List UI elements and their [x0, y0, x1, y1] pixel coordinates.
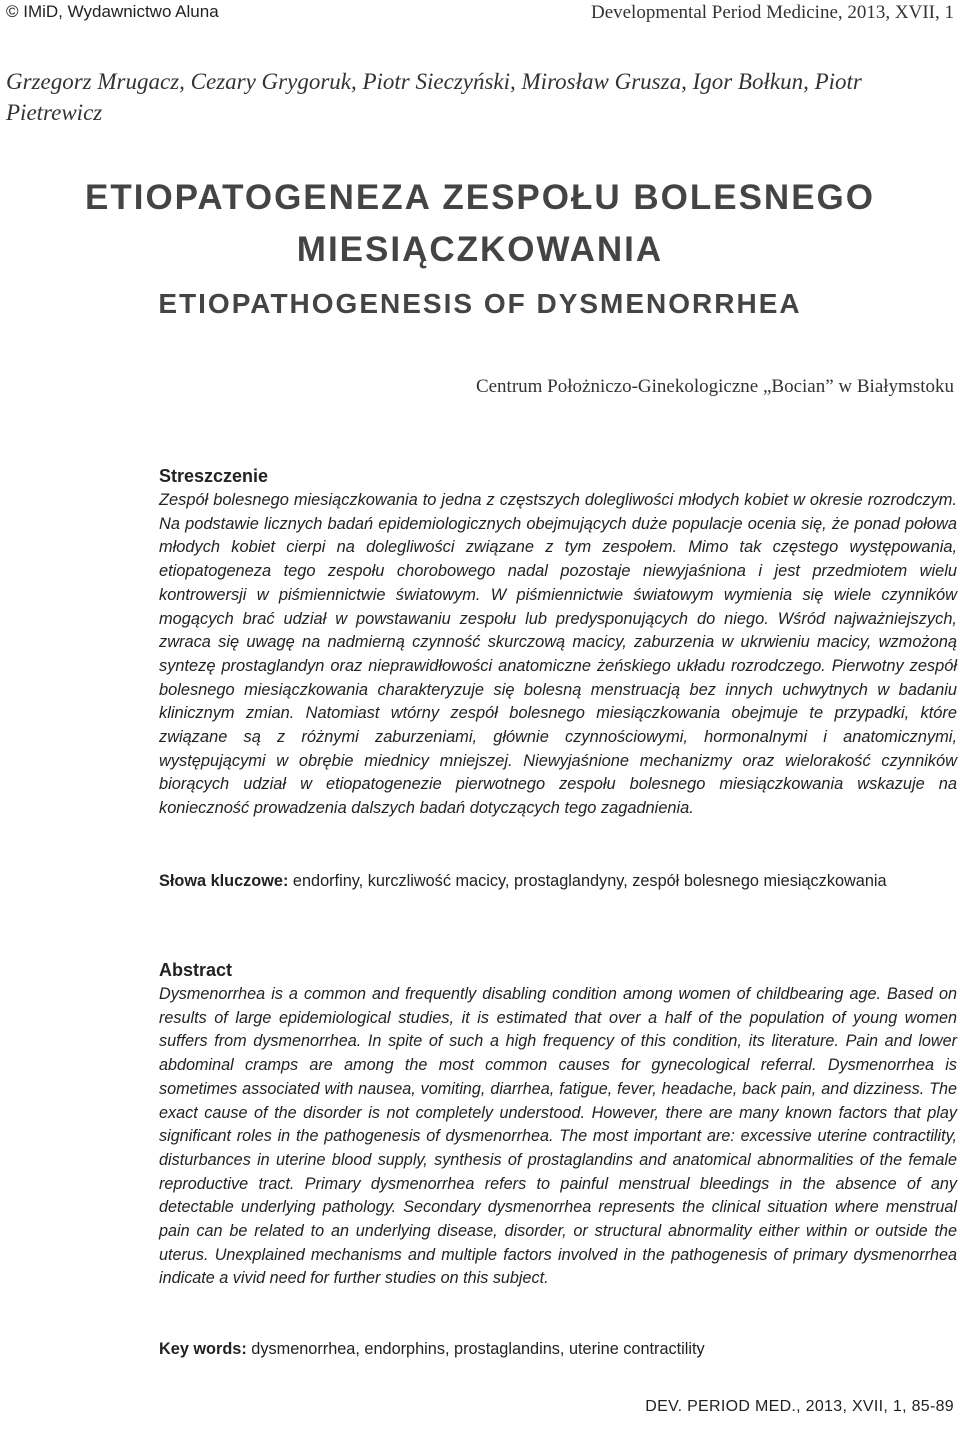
- abstract-section: [159, 960, 957, 1291]
- streszczenie-text: Zespół bolesnego miesiączkowania to jedna z częstszych dolegliwości młodych kobiet w okresie rozrodczym. Na podstawie licznych badań epidemiologicznych obejmujących duże populacje ocenia się, że ponad połowa młodych kobiet cierpi na dolegliwości związane z tym zespołem. Mimo tak częstego występowania, etiopatogeneza tego zespołu chorobowego nadal pozostaje niewyjaśniona i jest przedmiotem wielu kontrowersji w piśmiennictwie światowym. W piśmiennictwie światowym wymienia się wiele czynników mogących brać udział w powstawaniu zespołu lub predysponujących do niego. Wśród najważniejszych, zwraca się uwagę na nadmierną czynność skurczową macicy, zaburzenia w ukrwieniu macicy, wzmożoną syntezę prostaglandyn oraz nieprawidłowości anatomiczne żeńskiego układu rozrodczego. Pierwotny zespół bolesnego miesiączkowania charakteryzuje się bolesną menstruacją bez innych uchwytnych w badaniu klinicznym zmian. Natomiast wtórny zespół bolesnego miesiączkowania obejmuje te przypadki, które związane są z różnymi zaburzeniami, głównie czynnościowymi, hormonalnymi i anatomicznymi, występującymi w obrębie miednicy mniejszej. Niewyjaśnione mechanizmy oraz wielorakość czynników biorących udział w etiopatogenezie pierwotnego zespołu bolesnego miesiączkowania wskazuje na konieczność prowadzenia dalszych badań dotyczących tego zagadnienia.: [159, 491, 957, 818]
- keywords-english-label: Key words:: [159, 1340, 247, 1358]
- keywords-polish-value: endorfiny, kurczliwość macicy, prostaglandyny, zespół bolesnego miesiączkowania: [288, 872, 887, 890]
- keywords-polish: [159, 872, 959, 891]
- title-polish: ETIOPATOGENEZA ZESPOŁU BOLESNEGO MIESIĄCZKOWANIA: [85, 178, 875, 269]
- journal-citation: Developmental Period Medicine, 2013, XVII, 1: [590, 2, 954, 23]
- abstract-text: Dysmenorrhea is a common and frequently disabling condition among women of childbearing age. Based on results of large epidemiological studies, it is estimated that over a half of the population of young women suffers from dysmenorrhea. In spite of such a high frequency of this condition, its literature. Pain and lower abdominal cramps are among the most common causes for gynecological referral. Dysmenorrhea is sometimes associated with nausea, vomiting, diarrhea, fatigue, fever, headache, back pain, and dizziness. The exact cause of the disorder is not completely understood. However, there are many known factors that play significant roles in the pathogenesis of dysmenorrhea. The most important are: excessive uterine contractility, disturbances in uterine blood supply, synthesis of prostaglandins and anatomical abnormalities of the female reproductive tract. Primary dysmenorrhea refers to painful menstrual bleedings in the absence of any detectable underlying pathology. Secondary dysmenorrhea represents the clinical situation where menstrual pain can be related to an underlying disease, disorder, or structural abnormality either within or outside the uterus. Unexplained mechanisms and multiple factors involved in the pathogenesis of primary dysmenorrhea indicate a vivid need for further studies on this subject.: [159, 985, 957, 1288]
- keywords-english-value: dysmenorrhea, endorphins, prostaglandins, uterine contractility: [246, 1340, 705, 1358]
- author-list: Grzegorz Mrugacz, Cezary Grygoruk, Piotr Sieczyński, Mirosław Grusza, Igor Bołkun, Piotr Pietrewicz: [6, 69, 862, 125]
- abstract-heading: Abstract: [159, 960, 233, 980]
- page-footer-citation: DEV. PERIOD MED., 2013, XVII, 1, 85-89: [645, 1398, 954, 1415]
- keywords-english: [159, 1340, 959, 1359]
- keywords-polish-label: Słowa kluczowe:: [159, 872, 289, 890]
- streszczenie-section: [159, 466, 957, 821]
- streszczenie-heading: Streszczenie: [159, 466, 269, 486]
- affiliation: Centrum Położniczo-Ginekologiczne „Bocian” w Białymstoku: [475, 376, 954, 397]
- copyright-notice: © IMiD, Wydawnictwo Aluna: [6, 2, 219, 21]
- title-english: ETIOPATHOGENESIS OF DYSMENORRHEA: [158, 288, 802, 319]
